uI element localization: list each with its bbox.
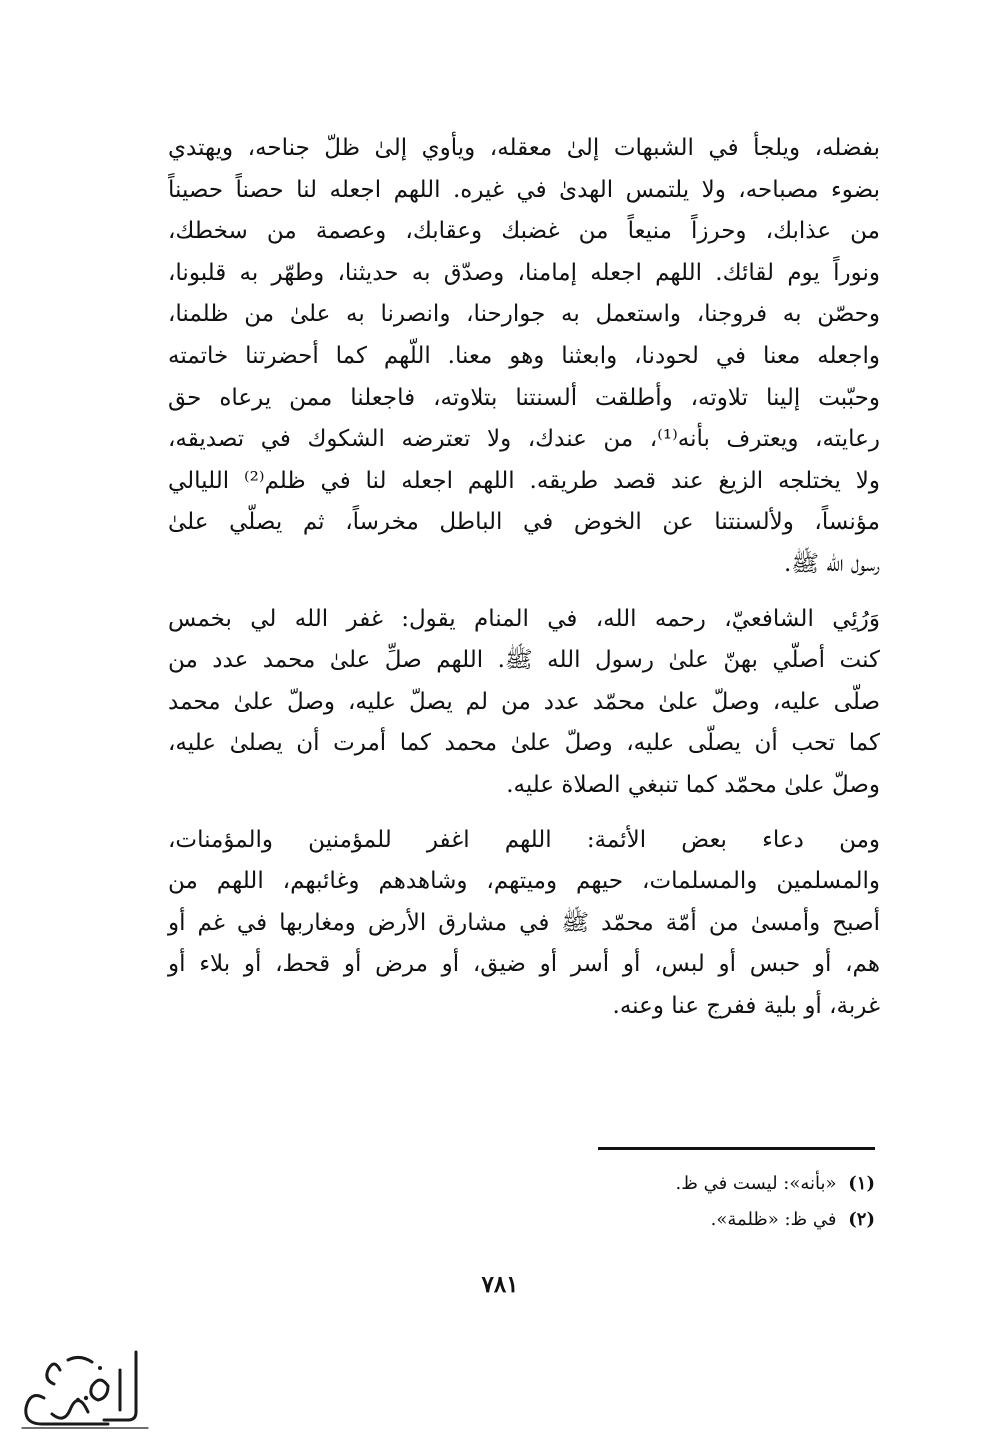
- text-line: ومن دعاء بعض الأئمة: اللهم اغفر للمؤمنين والمؤمنات،: [168, 826, 880, 853]
- text-line: ونوراً يوم لقائك. اللهم اجعله إمامنا، وصدّق به حديثنا، وطهّر به قلبونا،: [168, 259, 880, 286]
- text-line: واجعله معنا في لحودنا، وابعثنا وهو معنا. اللّهم كما أحضرتنا خاتمته: [168, 342, 880, 369]
- paragraph-3: [168, 820, 880, 1028]
- text-line: وَرُئِي الشافعيّ، رحمه الله، في المنام يقول: غفر الله لي بخمس: [168, 605, 880, 632]
- text-line: رعايته، ويعترف بأنه⁽¹⁾، من عندك، ولا تعترضه الشكوك في تصديقه،: [168, 426, 880, 453]
- footnote-separator: [598, 1147, 875, 1150]
- paragraph-1: [168, 128, 880, 586]
- text-line: وصلّ علىٰ محمّد كما تنبغي الصلاة عليه.: [506, 771, 880, 798]
- text-line: كنت أصلّي بهنّ علىٰ رسول الله ﷺ. اللهم صلِّ علىٰ محمد عدد من: [168, 647, 880, 674]
- text-line: ولا يختلجه الزيغ عند قصد طريقه. اللهم اجعله لنا في ظلم⁽²⁾ الليالي: [168, 467, 880, 494]
- footnote-number: (١): [848, 1173, 875, 1194]
- text-line: وحصّن به فروجنا، واستعمل به جوارحنا، وانصرنا به علىٰ من ظلمنا،: [168, 301, 880, 328]
- paragraph-2: [168, 599, 880, 807]
- text-line: بضوء مصباحه، ولا يلتمس الهدىٰ في غيره. اللهم اجعله لنا حصناً حصيناً: [168, 176, 880, 203]
- text-line: وحبّبت إلينا تلاوته، وأطلقت ألسنتنا بتلاوته، فاجعلنا ممن يرعاه حق: [168, 384, 880, 411]
- text-line: بفضله، ويلجأ في الشبهات إلىٰ معقله، ويأوي إلىٰ ظلّ جناحه، ويهتدي: [168, 135, 880, 161]
- text-line: كما تحب أن يصلّى عليه، وصلّ علىٰ محمد كما أمرت أن يصلىٰ عليه،: [168, 730, 880, 757]
- text-line: والمسلمين والمسلمات، حيهم وميتهم، وشاهدهم وغائبهم، اللهم من: [168, 868, 880, 895]
- text-line: رسول الله ﷺ.: [784, 550, 880, 577]
- footnote-text: «بأنه»: ليست في ظ.: [675, 1173, 837, 1194]
- page-number: ٧٨١: [481, 1271, 519, 1298]
- text-line: أصبح وأمسىٰ من أمّة محمّد ﷺ في مشارق الأرض ومغاربها في غم أو: [168, 909, 880, 936]
- footnote-number: (٢): [848, 1209, 875, 1230]
- main-text: [168, 128, 880, 1027]
- text-line: مؤنساً، ولألسنتنا عن الخوض في الباطل مخرساً، ثم يصلّي علىٰ: [168, 509, 880, 536]
- text-line: من عذابك، وحرزاً منيعاً من غضبك وعقابك، وعصمة من سخطك،: [168, 218, 880, 245]
- text-line: هم، أو حبس أو لبس، أو أسر أو ضيق، أو مرض أو قحط، أو بلاء أو: [168, 951, 880, 978]
- text-line: صلّى عليه، وصلّ علىٰ محمّد عدد من لم يصلّ عليه، وصلّ علىٰ محمد: [168, 688, 880, 715]
- footnotes: [455, 1166, 875, 1238]
- footnote: [455, 1166, 875, 1202]
- text-line: غربة، أو بلية ففرج عنا وعنه.: [612, 992, 880, 1019]
- footnote: [455, 1202, 875, 1238]
- footnote-text: في ظ: «ظلمة».: [710, 1209, 837, 1230]
